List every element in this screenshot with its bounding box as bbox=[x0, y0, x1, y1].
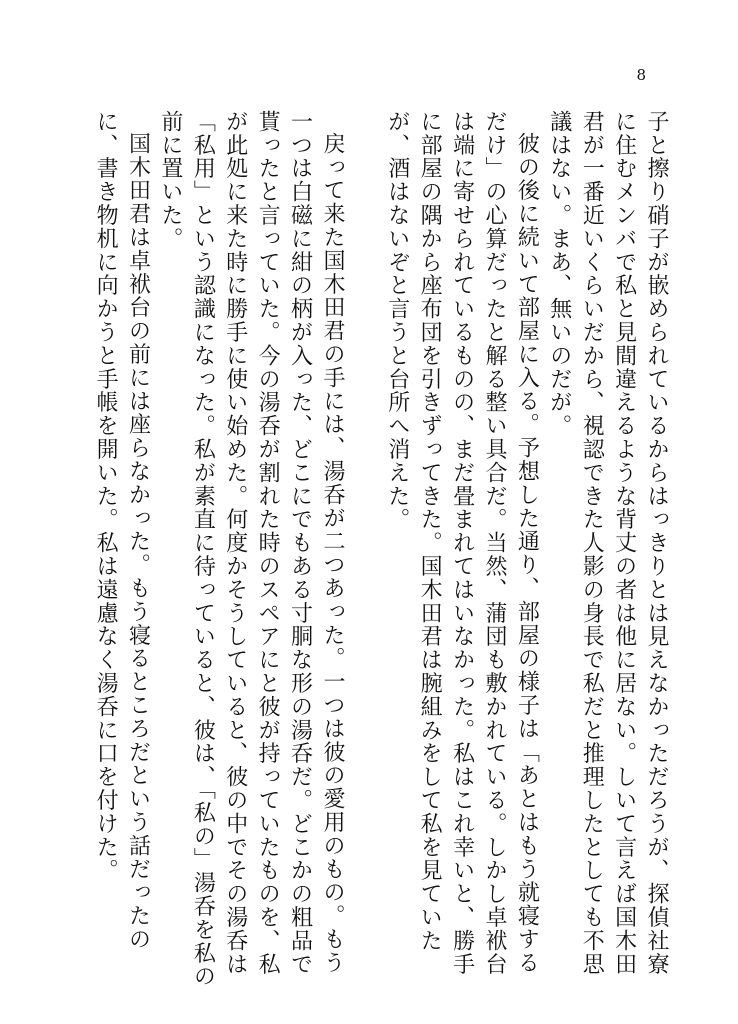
paragraph-3: 戻って来た国木田君の手には、湯呑が二つあった。一つは彼の愛用のもの。もう一つは白磁に紺の柄が入った、どこにでもある寸胴な形の湯呑だ。どこかの粗品で貰ったと言っていた。今の湯呑が割れた時のスペアにと彼が持っていたものを、私が此処に来た時に勝手に使い始めた。何度かそうしていると、彼の中でその湯呑は「私用」という認識になった。私が素直に待っていると、彼は、「私の」湯呑を私の前に置いた。 bbox=[157, 110, 345, 989]
vertical-body-text bbox=[52, 110, 672, 990]
paragraph-2: 彼の後に続いて部屋に入る。予想した通り、部屋の様子は「あとはもう就寝するだけ」の心算だったと解る整い具合だ。当然、蒲団も敷かれている。しかし卓袱台は端に寄せられているものの、まだ畳まれてはいなかった。私はこれ幸いと、勝手に部屋の隅から座布団を引きずってきた。国木田君は腕組みをして私を見ていたが、酒はないぞと言うと台所へ消えた。 bbox=[384, 110, 540, 976]
page-number: 8 bbox=[636, 66, 646, 84]
paragraph-1: 子と擦り硝子が嵌められているからはっきりとは見えなかっただろうが、探偵社寮に住むメンバで私と見間違えるような背丈の者は他に居ない。しいて言えば国木田君が一番近いくらいだから、視認できた人影の身長で私だと推理したとしても不思議はない。まあ、無いのだが。 bbox=[546, 110, 669, 976]
paragraph-spacer bbox=[348, 110, 380, 990]
paragraph-4: 国木田君は卓袱台の前には座らなかった。もう寝るところだという話だったのに、書き物机に向かうと手帳を開いた。私は遠慮なく湯呑に口を付けた。 bbox=[93, 110, 151, 951]
